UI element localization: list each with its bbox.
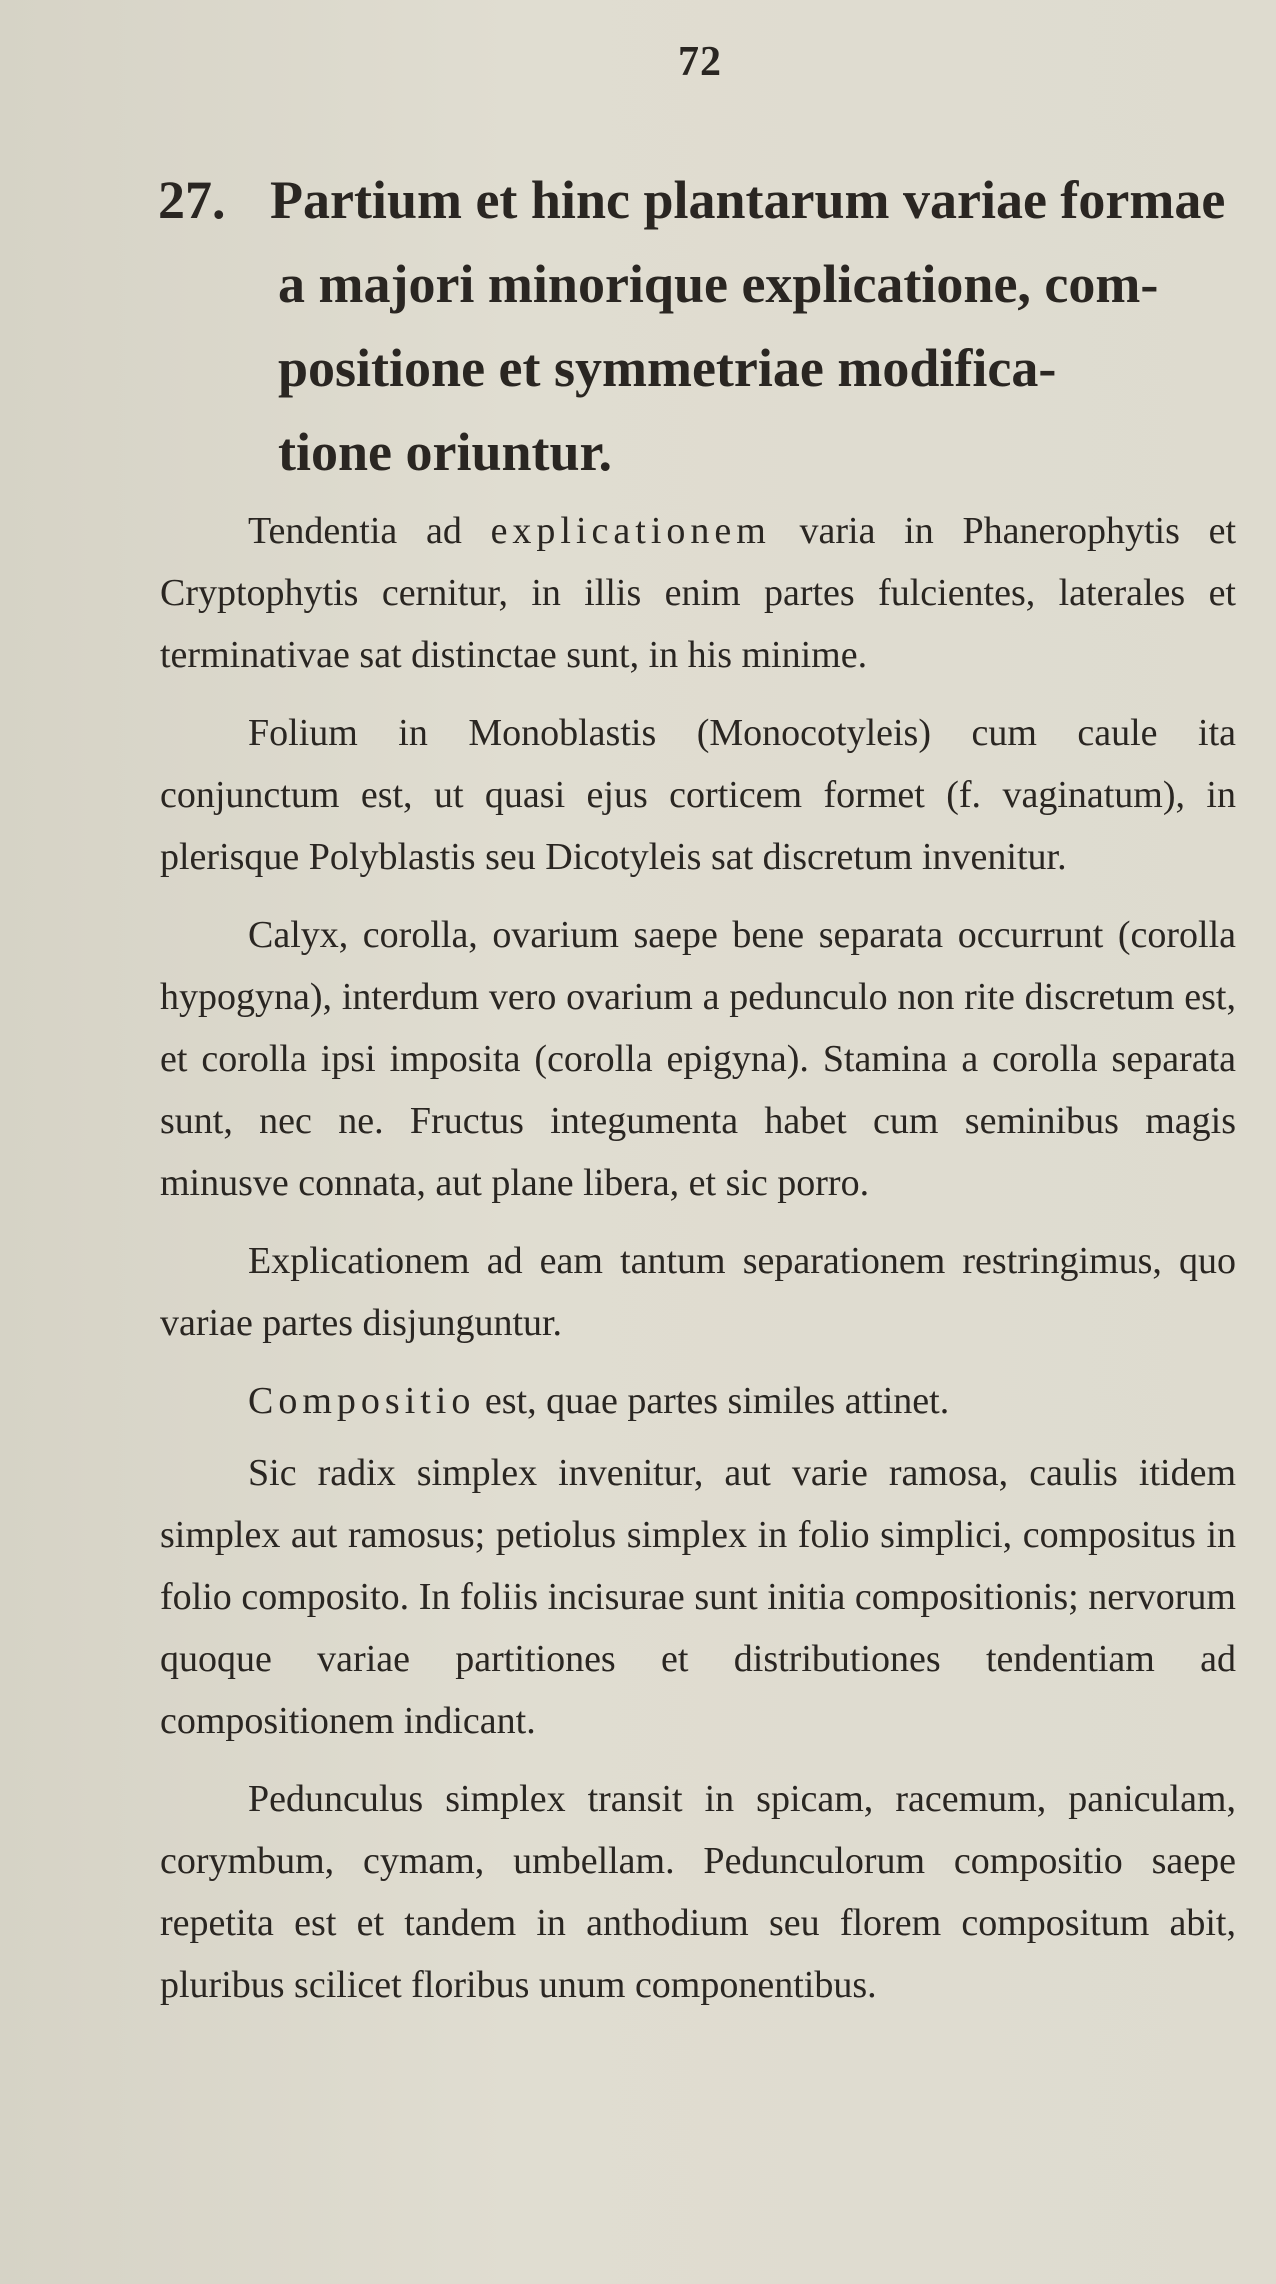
spaced-term: explicationem bbox=[490, 510, 771, 552]
paragraph-compositio bbox=[160, 1370, 1236, 1432]
section-title-line-3: positione et symmetriae modifica- bbox=[278, 338, 1057, 398]
page-number: 72 bbox=[678, 39, 722, 85]
paragraph-rest: est, quae partes similes attinet. bbox=[475, 1380, 950, 1422]
spaced-term: Compositio bbox=[248, 1380, 476, 1422]
body-text bbox=[160, 500, 1236, 2032]
section-title-line-1: Partium et hinc plantarum variae formae bbox=[270, 170, 1226, 230]
section-number: 27. bbox=[158, 170, 226, 230]
paragraph-explicatio bbox=[160, 500, 1236, 686]
section-title-line-4: tione oriuntur. bbox=[278, 422, 613, 482]
section-title bbox=[270, 158, 1230, 494]
paragraph-rest: varia in Phanerophytis et Cryptophytis cernitur, in illis enim partes fulcientes, laterales et terminativae sat distinctae sunt, in his minime. bbox=[160, 510, 1237, 676]
paragraph-radix: Sic radix simplex invenitur, aut varie ramosa, caulis itidem simplex aut ramosus; petiolus simplex in folio simplici, compositus in folio composito. In foliis incisurae sunt initia compositionis; nervorum quoque variae partitiones et distributiones tendentiam ad compositionem indicant. bbox=[160, 1452, 1236, 1742]
paragraph-folium: Folium in Monoblastis (Monocotyleis) cum caule ita conjunctum est, ut quasi ejus corticem formet (f. vaginatum), in plerisque Polyblastis seu Dicotyleis sat discretum invenitur. bbox=[160, 712, 1236, 878]
paragraph-calyx: Calyx, corolla, ovarium saepe bene separata occurrunt (corolla hypogyna), interdum vero ovarium a pedunculo non rite discretum est, et corolla ipsi imposita (corolla epigyna). Stamina a corolla separata sunt, nec ne. Fructus integumenta habet cum seminibus magis minusve connata, aut plane libera, et sic porro. bbox=[160, 914, 1236, 1204]
paragraph-lead: Tendentia ad bbox=[248, 510, 491, 552]
paragraph-explicationem: Explicationem ad eam tantum separationem restringimus, quo variae partes disjunguntur. bbox=[160, 1240, 1236, 1344]
section-title-line-2: a majori minorique explicatione, com- bbox=[278, 254, 1159, 314]
paragraph-pedunculus: Pedunculus simplex transit in spicam, racemum, paniculam, corymbum, cymam, umbellam. Pedunculorum compositio saepe repetita est et tandem in anthodium seu florem compositum abit, pluribus scilicet floribus unum componentibus. bbox=[160, 1778, 1236, 2006]
